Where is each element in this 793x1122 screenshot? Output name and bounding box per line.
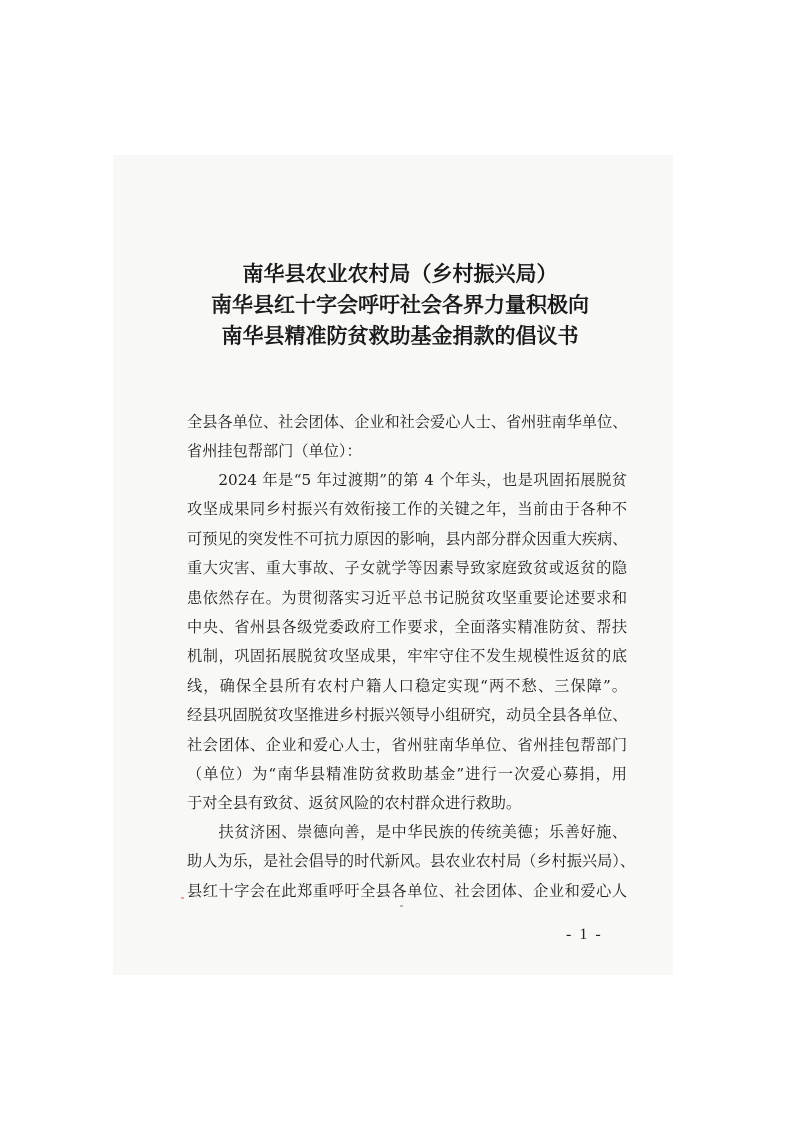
- paragraph-line: 于对全县有致贫、返贫风险的农村群众进行救助。: [187, 794, 522, 813]
- paragraph-line: 重大灾害、重大事故、子女就学等因素导致家庭致贫或返贫的隐: [187, 559, 627, 578]
- title-line-3: 南华县精准防贫救助基金捐款的倡议书: [221, 323, 579, 348]
- paragraph-line: 机制，巩固拓展脱贫攻坚成果，牢牢守住不发生规模性返贫的底: [187, 647, 627, 666]
- paragraph-line: 攻坚成果同乡村振兴有效衔接工作的关键之年，当前由于各种不: [187, 500, 627, 519]
- scan-speck: [400, 905, 403, 907]
- paragraph-line: 县红十字会在此郑重呼吁全县各单位、社会团体、企业和爱心人: [187, 881, 627, 900]
- paragraph-line: 线，确保全县所有农村户籍人口稳定实现“两不愁、三保障”。: [187, 676, 627, 695]
- title-line-1: 南华县农业农村局（乡村振兴局）: [242, 261, 558, 286]
- title-line-2: 南华县红十字会呼吁社会各界力量积极向: [211, 292, 589, 317]
- paragraph-line: 患依然存在。为贯彻落实习近平总书记脱贫攻坚重要论述要求和: [187, 588, 627, 607]
- paragraph-line: 经县巩固脱贫攻坚推进乡村振兴领导小组研究，动员全县各单位、: [187, 706, 628, 725]
- paragraph-2: [187, 818, 636, 906]
- paragraph-line: 可预见的突发性不可抗力原因的影响，县内部分群众因重大疾病、: [187, 529, 628, 548]
- paragraph-line: 扶贫济困、崇德向善，是中华民族的传统美德；乐善好施、: [187, 823, 627, 841]
- scan-speck: [181, 897, 184, 899]
- paragraph-line: 助人为乐，是社会倡导的时代新风。县农业农村局（乡村振兴局）、: [187, 852, 636, 871]
- salutation-line: 全县各单位、社会团体、企业和社会爱心人士、省州驻南华单位、: [187, 413, 628, 431]
- page-number: - 1 -: [566, 926, 603, 943]
- salutation: [187, 408, 627, 467]
- paragraph-1: [187, 466, 627, 819]
- paragraph-line: （单位）为“南华县精准防贫救助基金”进行一次爱心募捐，用: [187, 764, 627, 783]
- paragraph-line: 中央、省州县各级党委政府工作要求，全面落实精准防贫、帮扶: [187, 617, 627, 636]
- salutation-line: 省州挂包帮部门（单位）：: [187, 442, 362, 461]
- paragraph-line: 社会团体、企业和爱心人士，省州驻南华单位、省州挂包帮部门: [187, 735, 627, 754]
- paragraph-line: 2024 年是“5 年过渡期”的第 4 个年头，也是巩固拓展脱贫: [187, 471, 627, 489]
